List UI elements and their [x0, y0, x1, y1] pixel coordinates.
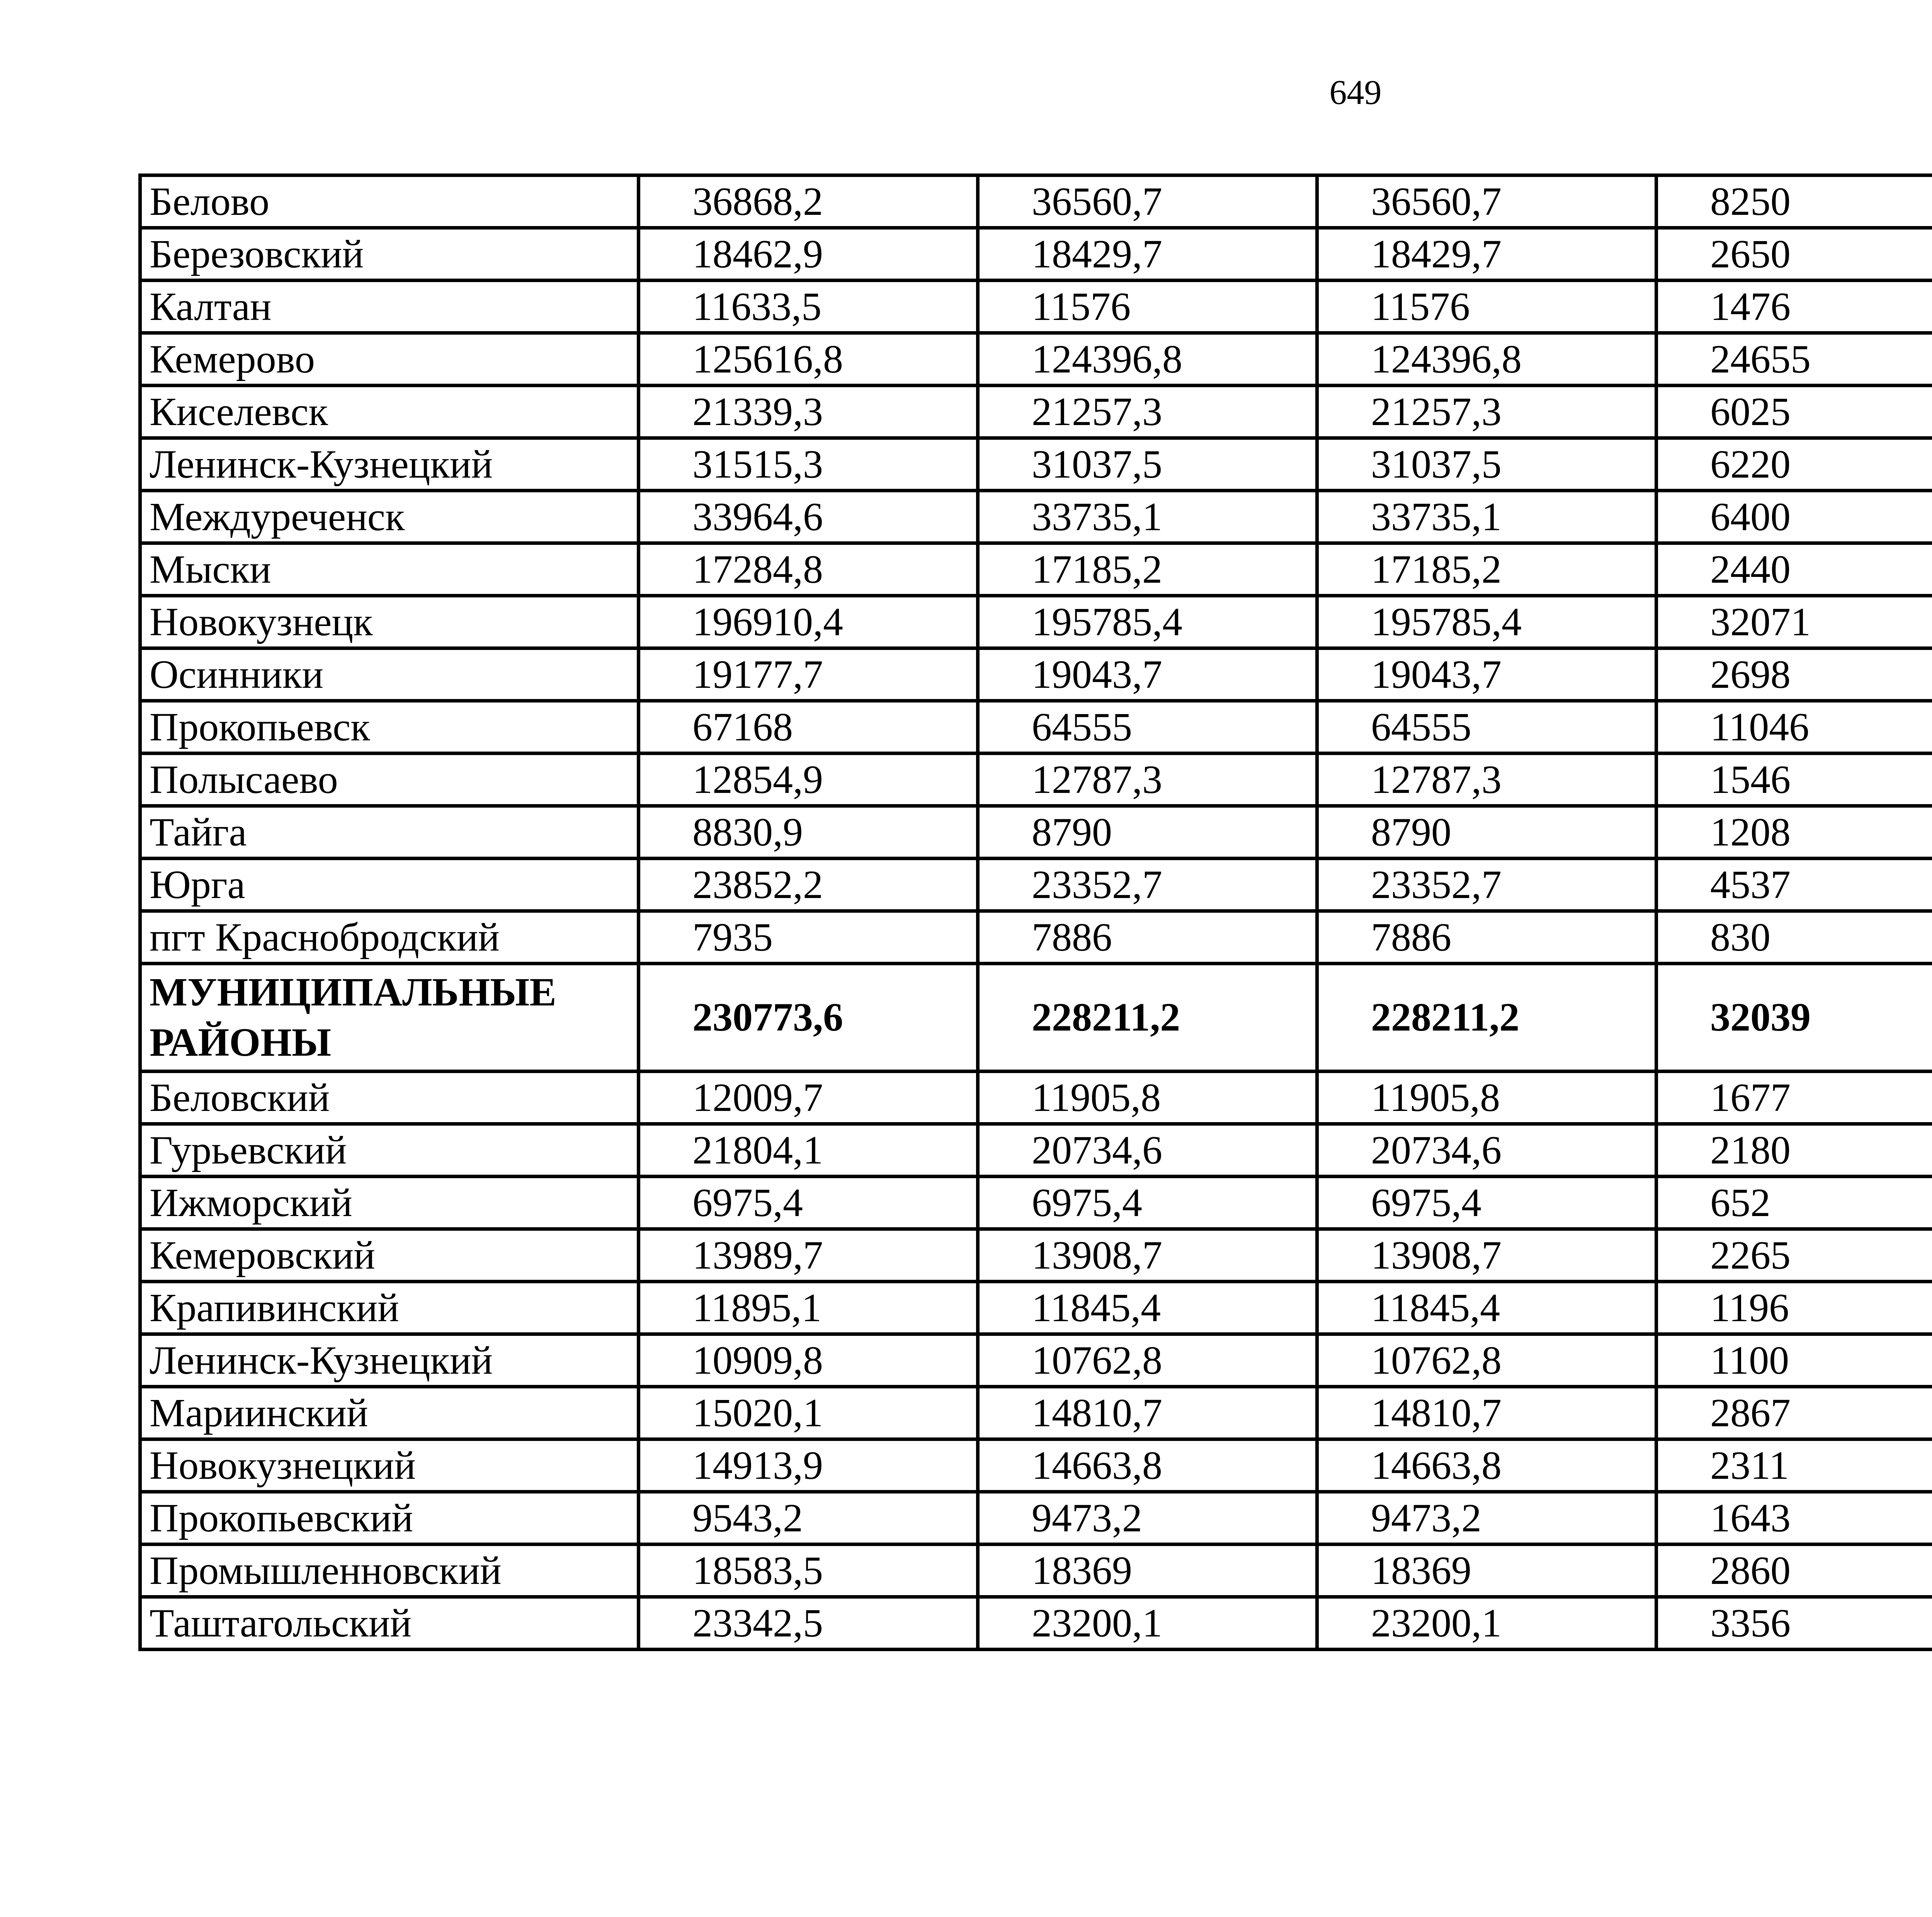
- value-cell: 12854,9: [639, 754, 978, 806]
- value-cell: 32071: [1656, 596, 1932, 648]
- table-row: [140, 228, 1932, 281]
- value-cell: 36560,7: [1317, 175, 1656, 228]
- value-cell: 20734,6: [1317, 1124, 1656, 1177]
- table-row: [140, 911, 1932, 964]
- value-cell: 11633,5: [639, 281, 978, 333]
- table-row: [140, 491, 1932, 543]
- value-cell: 19043,7: [1317, 648, 1656, 701]
- value-cell: 18429,7: [978, 228, 1317, 281]
- table-row: [140, 1544, 1932, 1597]
- table-row: [140, 543, 1932, 596]
- table-row: [140, 701, 1932, 754]
- table-row: [140, 1334, 1932, 1387]
- value-cell: 2867: [1656, 1387, 1932, 1439]
- value-cell: 8790: [1317, 806, 1656, 859]
- row-label-cell: Гурьевский: [140, 1124, 639, 1177]
- table-row: [140, 281, 1932, 333]
- value-cell: 1208: [1656, 806, 1932, 859]
- row-label-cell: Калтан: [140, 281, 639, 333]
- value-cell: 21339,3: [639, 386, 978, 438]
- row-label-cell: Березовский: [140, 228, 639, 281]
- value-cell: 230773,6: [639, 964, 978, 1072]
- value-cell: 228211,2: [1317, 964, 1656, 1072]
- value-cell: 12787,3: [1317, 754, 1656, 806]
- value-cell: 10762,8: [978, 1334, 1317, 1387]
- table-row: [140, 754, 1932, 806]
- value-cell: 11845,4: [1317, 1282, 1656, 1334]
- value-cell: 2311: [1656, 1439, 1932, 1492]
- value-cell: 31037,5: [1317, 438, 1656, 491]
- row-label-cell: Новокузнецк: [140, 596, 639, 648]
- value-cell: 36868,2: [639, 175, 978, 228]
- table-row: [140, 1229, 1932, 1282]
- value-cell: 23352,7: [1317, 859, 1656, 911]
- value-cell: 2265: [1656, 1229, 1932, 1282]
- row-label-cell: МУНИЦИПАЛЬНЫЕ РАЙОНЫ: [140, 964, 639, 1072]
- table-row: [140, 648, 1932, 701]
- table-row: [140, 859, 1932, 911]
- value-cell: 124396,8: [978, 333, 1317, 386]
- table-row: [140, 596, 1932, 648]
- value-cell: 15020,1: [639, 1387, 978, 1439]
- value-cell: 18583,5: [639, 1544, 978, 1597]
- value-cell: 11576: [978, 281, 1317, 333]
- value-cell: 31515,3: [639, 438, 978, 491]
- value-cell: 11905,8: [1317, 1072, 1656, 1124]
- row-label-cell: Киселевск: [140, 386, 639, 438]
- value-cell: 67168: [639, 701, 978, 754]
- value-cell: 18429,7: [1317, 228, 1656, 281]
- value-cell: 14663,8: [978, 1439, 1317, 1492]
- value-cell: 18462,9: [639, 228, 978, 281]
- row-label-cell: Новокузнецкий: [140, 1439, 639, 1492]
- value-cell: 228211,2: [978, 964, 1317, 1072]
- value-cell: 125616,8: [639, 333, 978, 386]
- value-cell: 21257,3: [978, 386, 1317, 438]
- value-cell: 17185,2: [1317, 543, 1656, 596]
- value-cell: 1100: [1656, 1334, 1932, 1387]
- value-cell: 2860: [1656, 1544, 1932, 1597]
- value-cell: 23352,7: [978, 859, 1317, 911]
- value-cell: 1677: [1656, 1072, 1932, 1124]
- value-cell: 14810,7: [1317, 1387, 1656, 1439]
- value-cell: 19043,7: [978, 648, 1317, 701]
- value-cell: 33735,1: [978, 491, 1317, 543]
- value-cell: 6975,4: [978, 1177, 1317, 1229]
- value-cell: 7935: [639, 911, 978, 964]
- value-cell: 7886: [978, 911, 1317, 964]
- value-cell: 12787,3: [978, 754, 1317, 806]
- table-row: [140, 1072, 1932, 1124]
- value-cell: 18369: [1317, 1544, 1656, 1597]
- row-label-cell: Мыски: [140, 543, 639, 596]
- value-cell: 8250: [1656, 175, 1932, 228]
- value-cell: 13989,7: [639, 1229, 978, 1282]
- table-row: [140, 806, 1932, 859]
- value-cell: 12009,7: [639, 1072, 978, 1124]
- value-cell: 19177,7: [639, 648, 978, 701]
- value-cell: 2650: [1656, 228, 1932, 281]
- row-label-cell: Крапивинский: [140, 1282, 639, 1334]
- value-cell: 18369: [978, 1544, 1317, 1597]
- value-cell: 6025: [1656, 386, 1932, 438]
- value-cell: 23200,1: [978, 1597, 1317, 1650]
- value-cell: 652: [1656, 1177, 1932, 1229]
- value-cell: 2698: [1656, 648, 1932, 701]
- table-row: [140, 1282, 1932, 1334]
- row-label-cell: Ижморский: [140, 1177, 639, 1229]
- table-row: [140, 1387, 1932, 1439]
- value-cell: 11905,8: [978, 1072, 1317, 1124]
- table-row: [140, 1439, 1932, 1492]
- value-cell: 11576: [1317, 281, 1656, 333]
- value-cell: 33964,6: [639, 491, 978, 543]
- value-cell: 8790: [978, 806, 1317, 859]
- value-cell: 6975,4: [1317, 1177, 1656, 1229]
- row-label-cell: Прокопьевский: [140, 1492, 639, 1544]
- value-cell: 1476: [1656, 281, 1932, 333]
- value-cell: 8830,9: [639, 806, 978, 859]
- value-cell: 195785,4: [978, 596, 1317, 648]
- row-label-cell: Осинники: [140, 648, 639, 701]
- row-label-cell: Прокопьевск: [140, 701, 639, 754]
- value-cell: 33735,1: [1317, 491, 1656, 543]
- value-cell: 13908,7: [1317, 1229, 1656, 1282]
- row-label-cell: Промышленновский: [140, 1544, 639, 1597]
- value-cell: 14663,8: [1317, 1439, 1656, 1492]
- value-cell: 10909,8: [639, 1334, 978, 1387]
- value-cell: 6220: [1656, 438, 1932, 491]
- row-label-cell: Междуреченск: [140, 491, 639, 543]
- value-cell: 24655: [1656, 333, 1932, 386]
- value-cell: 36560,7: [978, 175, 1317, 228]
- data-table: [138, 173, 1932, 1651]
- value-cell: 64555: [1317, 701, 1656, 754]
- value-cell: 196910,4: [639, 596, 978, 648]
- row-label-cell: Кемеровский: [140, 1229, 639, 1282]
- value-cell: 6975,4: [639, 1177, 978, 1229]
- row-label-cell: Полысаево: [140, 754, 639, 806]
- value-cell: 1546: [1656, 754, 1932, 806]
- row-label-cell: Юрга: [140, 859, 639, 911]
- value-cell: 2440: [1656, 543, 1932, 596]
- value-cell: 17185,2: [978, 543, 1317, 596]
- row-label-cell: пгт Краснобродский: [140, 911, 639, 964]
- value-cell: 21804,1: [639, 1124, 978, 1177]
- value-cell: 23200,1: [1317, 1597, 1656, 1650]
- value-cell: 11895,1: [639, 1282, 978, 1334]
- value-cell: 20734,6: [978, 1124, 1317, 1177]
- table-row: [140, 1177, 1932, 1229]
- value-cell: 2180: [1656, 1124, 1932, 1177]
- value-cell: 4537: [1656, 859, 1932, 911]
- value-cell: 14810,7: [978, 1387, 1317, 1439]
- value-cell: 31037,5: [978, 438, 1317, 491]
- table-row: [140, 333, 1932, 386]
- value-cell: 17284,8: [639, 543, 978, 596]
- value-cell: 9473,2: [1317, 1492, 1656, 1544]
- value-cell: 3356: [1656, 1597, 1932, 1650]
- value-cell: 11845,4: [978, 1282, 1317, 1334]
- row-label-cell: Кемерово: [140, 333, 639, 386]
- table-row: [140, 1597, 1932, 1650]
- value-cell: 1196: [1656, 1282, 1932, 1334]
- row-label-cell: Белово: [140, 175, 639, 228]
- table-row-total: [140, 964, 1932, 1072]
- row-label-cell: Ленинск-Кузнецкий: [140, 1334, 639, 1387]
- value-cell: 10762,8: [1317, 1334, 1656, 1387]
- value-cell: 124396,8: [1317, 333, 1656, 386]
- table-row: [140, 386, 1932, 438]
- value-cell: 14913,9: [639, 1439, 978, 1492]
- value-cell: 23852,2: [639, 859, 978, 911]
- row-label-cell: Таштагольский: [140, 1597, 639, 1650]
- value-cell: 32039: [1656, 964, 1932, 1072]
- value-cell: 64555: [978, 701, 1317, 754]
- value-cell: 9473,2: [978, 1492, 1317, 1544]
- table-row: [140, 1492, 1932, 1544]
- value-cell: 7886: [1317, 911, 1656, 964]
- value-cell: 6400: [1656, 491, 1932, 543]
- value-cell: 830: [1656, 911, 1932, 964]
- value-cell: 23342,5: [639, 1597, 978, 1650]
- value-cell: 11046: [1656, 701, 1932, 754]
- table-body: [140, 175, 1932, 1650]
- value-cell: 195785,4: [1317, 596, 1656, 648]
- row-label-cell: Тайга: [140, 806, 639, 859]
- value-cell: 13908,7: [978, 1229, 1317, 1282]
- value-cell: 1643: [1656, 1492, 1932, 1544]
- table-row: [140, 1124, 1932, 1177]
- row-label-cell: Ленинск-Кузнецкий: [140, 438, 639, 491]
- table-row: [140, 175, 1932, 228]
- table-row: [140, 438, 1932, 491]
- row-label-cell: Мариинский: [140, 1387, 639, 1439]
- value-cell: 9543,2: [639, 1492, 978, 1544]
- page-number: 649: [1329, 73, 1382, 112]
- value-cell: 21257,3: [1317, 386, 1656, 438]
- row-label-cell: Беловский: [140, 1072, 639, 1124]
